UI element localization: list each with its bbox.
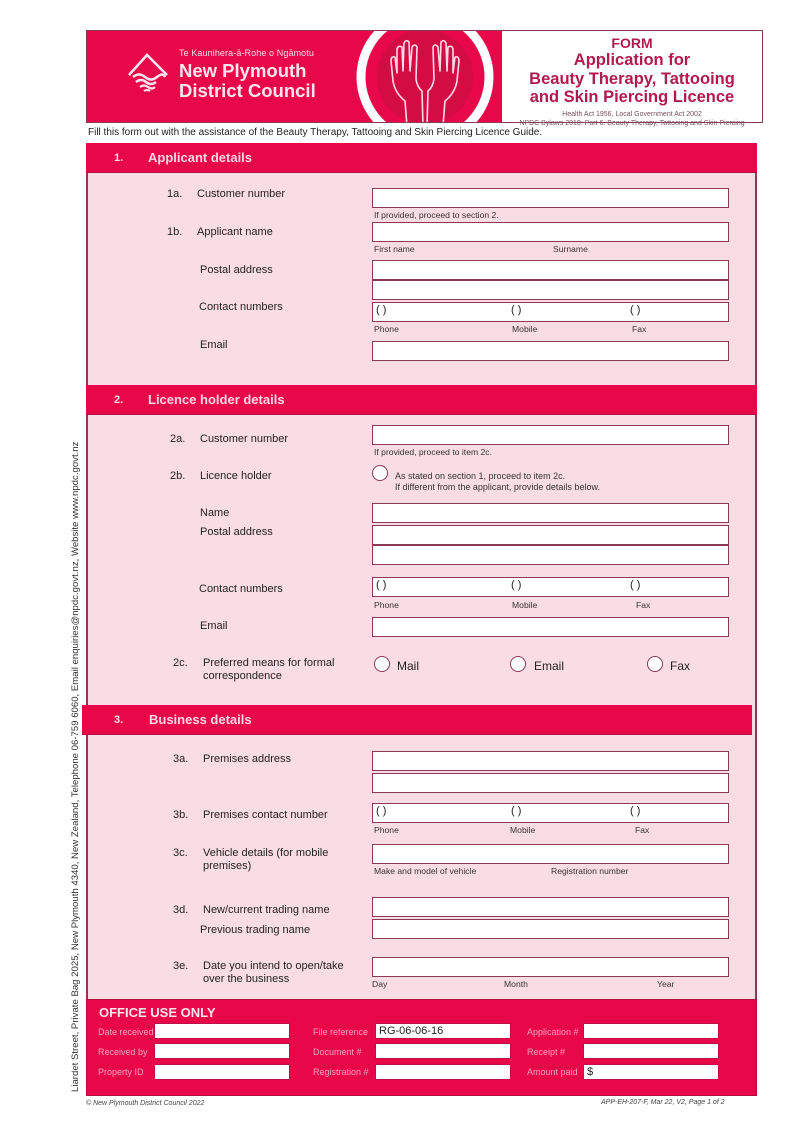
section-2-title: Licence holder details: [148, 392, 285, 407]
premises-address-label: 3a. Premises address: [173, 753, 292, 765]
mobile-hint: Mobile: [512, 324, 538, 334]
legislation-reference: Health Act 1956, Local Government Act 2002 NPDC Bylaws 2010: Part 6. Beauty Therapy, Tattooing and Skin Piercing: [519, 110, 745, 127]
document-reference: APP-EH-207-F, Mar 22, V2, Page 1 of 2: [601, 1099, 725, 1106]
month-hint: Month: [504, 979, 528, 989]
postal-address-label: Postal address: [200, 264, 273, 276]
vehicle-details-input[interactable]: [372, 844, 729, 864]
premises-fax-hint: Fax: [635, 825, 650, 835]
fax-hint: Fax: [632, 324, 647, 334]
date-received-label: Date received: [98, 1027, 154, 1037]
section-1-title: Applicant details: [148, 150, 253, 165]
licence-customer-number-hint: If provided, proceed to item 2c.: [374, 447, 492, 457]
registration-number-input[interactable]: [375, 1064, 511, 1080]
trading-name-label: 3d. New/current trading name: [173, 904, 330, 916]
holder-mobile-hint: Mobile: [512, 600, 538, 610]
brand-tagline: Te Kaunihera-ā-Rohe o Ngāmotu: [179, 48, 314, 58]
open-date-label: 3e. Date you intend to open/take over the business: [173, 960, 344, 985]
correspondence-fax-label: Fax: [670, 659, 691, 673]
preferred-correspondence-label: 2c. Preferred means for formal correspondence: [173, 657, 335, 682]
holder-phone-hint: Phone: [374, 600, 399, 610]
section-2-header: 2. Licence holder details: [86, 385, 757, 415]
copyright-notice: © New Plymouth District Council 2022: [86, 1100, 205, 1107]
council-contact-details: Liardet Street, Private Bag 2025, New Plymouth 4340, New Zealand, Telephone 06-759 6060, Email enquiries@npdc.govt.nz, Website www.npdc.govt.nz: [70, 441, 81, 1092]
year-hint: Year: [657, 979, 675, 989]
licence-holder-option-note: If different from the applicant, provide details below.: [395, 482, 600, 492]
correspondence-mail-radio[interactable]: [374, 656, 390, 672]
customer-number-hint: If provided, proceed to section 2.: [374, 210, 499, 220]
premises-address-line1[interactable]: [372, 751, 729, 771]
applicant-postal-address-line1[interactable]: [372, 260, 729, 280]
premises-address-line2[interactable]: [372, 773, 729, 793]
file-reference-label: File reference: [313, 1027, 369, 1037]
raised-hands-icon: [355, 31, 495, 122]
amount-paid-input[interactable]: $: [583, 1064, 719, 1080]
applicant-contact-numbers-input[interactable]: ( ) ( ) ( ): [372, 302, 729, 322]
registration-number-label: Registration #: [313, 1067, 369, 1077]
file-reference-input[interactable]: RG-06-06-16: [375, 1023, 511, 1039]
office-use-panel: [86, 999, 757, 1096]
licence-holder-same-radio[interactable]: [372, 465, 388, 481]
form-header: [86, 30, 763, 127]
holder-postal-address-label: Postal address: [200, 526, 273, 538]
vehicle-registration-hint: Registration number: [551, 866, 629, 876]
email-label: Email: [200, 339, 228, 351]
applicant-email-input[interactable]: [372, 341, 729, 361]
premises-contact-input[interactable]: ( ) ( ) ( ): [372, 803, 729, 823]
property-id-input[interactable]: [154, 1064, 290, 1080]
brand-banner: [87, 31, 502, 122]
brand-name: New Plymouth District Council: [179, 60, 316, 101]
holder-contact-numbers-label: Contact numbers: [199, 583, 283, 595]
holder-contact-numbers-input[interactable]: ( ) ( ) ( ): [372, 577, 729, 597]
holder-email-label: Email: [200, 620, 228, 632]
vehicle-details-label: 3c. Vehicle details (for mobile premises): [173, 847, 329, 872]
licence-customer-number-label: 2a. Customer number: [170, 433, 289, 445]
holder-postal-address-line1[interactable]: [372, 525, 729, 545]
contact-numbers-label: Contact numbers: [199, 301, 283, 313]
application-number-label: Application #: [527, 1027, 579, 1037]
document-number-input[interactable]: [375, 1043, 511, 1059]
correspondence-mail-label: Mail: [397, 659, 420, 673]
correspondence-email-label: Email: [534, 659, 565, 673]
form-title-block: [502, 31, 762, 127]
intro-instructions: Fill this form out with the assistance of the Beauty Therapy, Tattooing and Skin Piercing Licence Guide.: [88, 127, 543, 138]
receipt-number-input[interactable]: [583, 1043, 719, 1059]
office-use-title: OFFICE USE ONLY: [99, 1005, 216, 1020]
applicant-name-input[interactable]: [372, 222, 729, 242]
day-hint: Day: [372, 979, 388, 989]
date-received-input[interactable]: [154, 1023, 290, 1039]
customer-number-label: 1a. Customer number: [167, 188, 286, 200]
correspondence-email-radio[interactable]: [510, 656, 526, 672]
received-by-label: Received by: [98, 1047, 148, 1057]
applicant-name-label: 1b. Applicant name: [167, 226, 273, 238]
section-3-title: Business details: [149, 712, 252, 727]
holder-postal-address-line2[interactable]: [372, 545, 729, 565]
amount-paid-label: Amount paid: [527, 1067, 578, 1077]
section-1-header: 1. Applicant details: [86, 143, 757, 173]
licence-holder-option-text: As stated on section 1, proceed to item 2c.: [395, 471, 566, 481]
holder-fax-hint: Fax: [636, 600, 651, 610]
section-3-header: 3. Business details: [82, 705, 752, 735]
premises-phone-hint: Phone: [374, 825, 399, 835]
applicant-customer-number-input[interactable]: [372, 188, 729, 208]
previous-trading-name-input[interactable]: [372, 919, 729, 939]
receipt-number-label: Receipt #: [527, 1047, 566, 1057]
holder-name-input[interactable]: [372, 503, 729, 523]
premises-contact-label: 3b. Premises contact number: [173, 809, 328, 821]
holder-email-input[interactable]: [372, 617, 729, 637]
previous-trading-name-label: Previous trading name: [200, 924, 311, 936]
form-label: FORM: [611, 35, 653, 51]
correspondence-fax-radio[interactable]: [647, 656, 663, 672]
licence-holder-label: 2b. Licence holder: [170, 470, 272, 482]
vehicle-make-hint: Make and model of vehicle: [374, 866, 477, 876]
first-name-hint: First name: [374, 244, 415, 254]
document-number-label: Document #: [313, 1047, 362, 1057]
licence-customer-number-input[interactable]: [372, 425, 729, 445]
trading-name-input[interactable]: [372, 897, 729, 917]
open-date-input[interactable]: [372, 957, 729, 977]
surname-hint: Surname: [553, 244, 588, 254]
holder-name-label: Name: [200, 507, 230, 519]
form-title: Application for Beauty Therapy, Tattooing and Skin Piercing Licence: [529, 51, 735, 106]
council-logo-icon: [125, 51, 171, 97]
application-number-input[interactable]: [583, 1023, 719, 1039]
phone-hint: Phone: [374, 324, 399, 334]
received-by-input[interactable]: [154, 1043, 290, 1059]
applicant-postal-address-line2[interactable]: [372, 280, 729, 300]
premises-mobile-hint: Mobile: [510, 825, 536, 835]
property-id-label: Property ID: [98, 1067, 144, 1077]
